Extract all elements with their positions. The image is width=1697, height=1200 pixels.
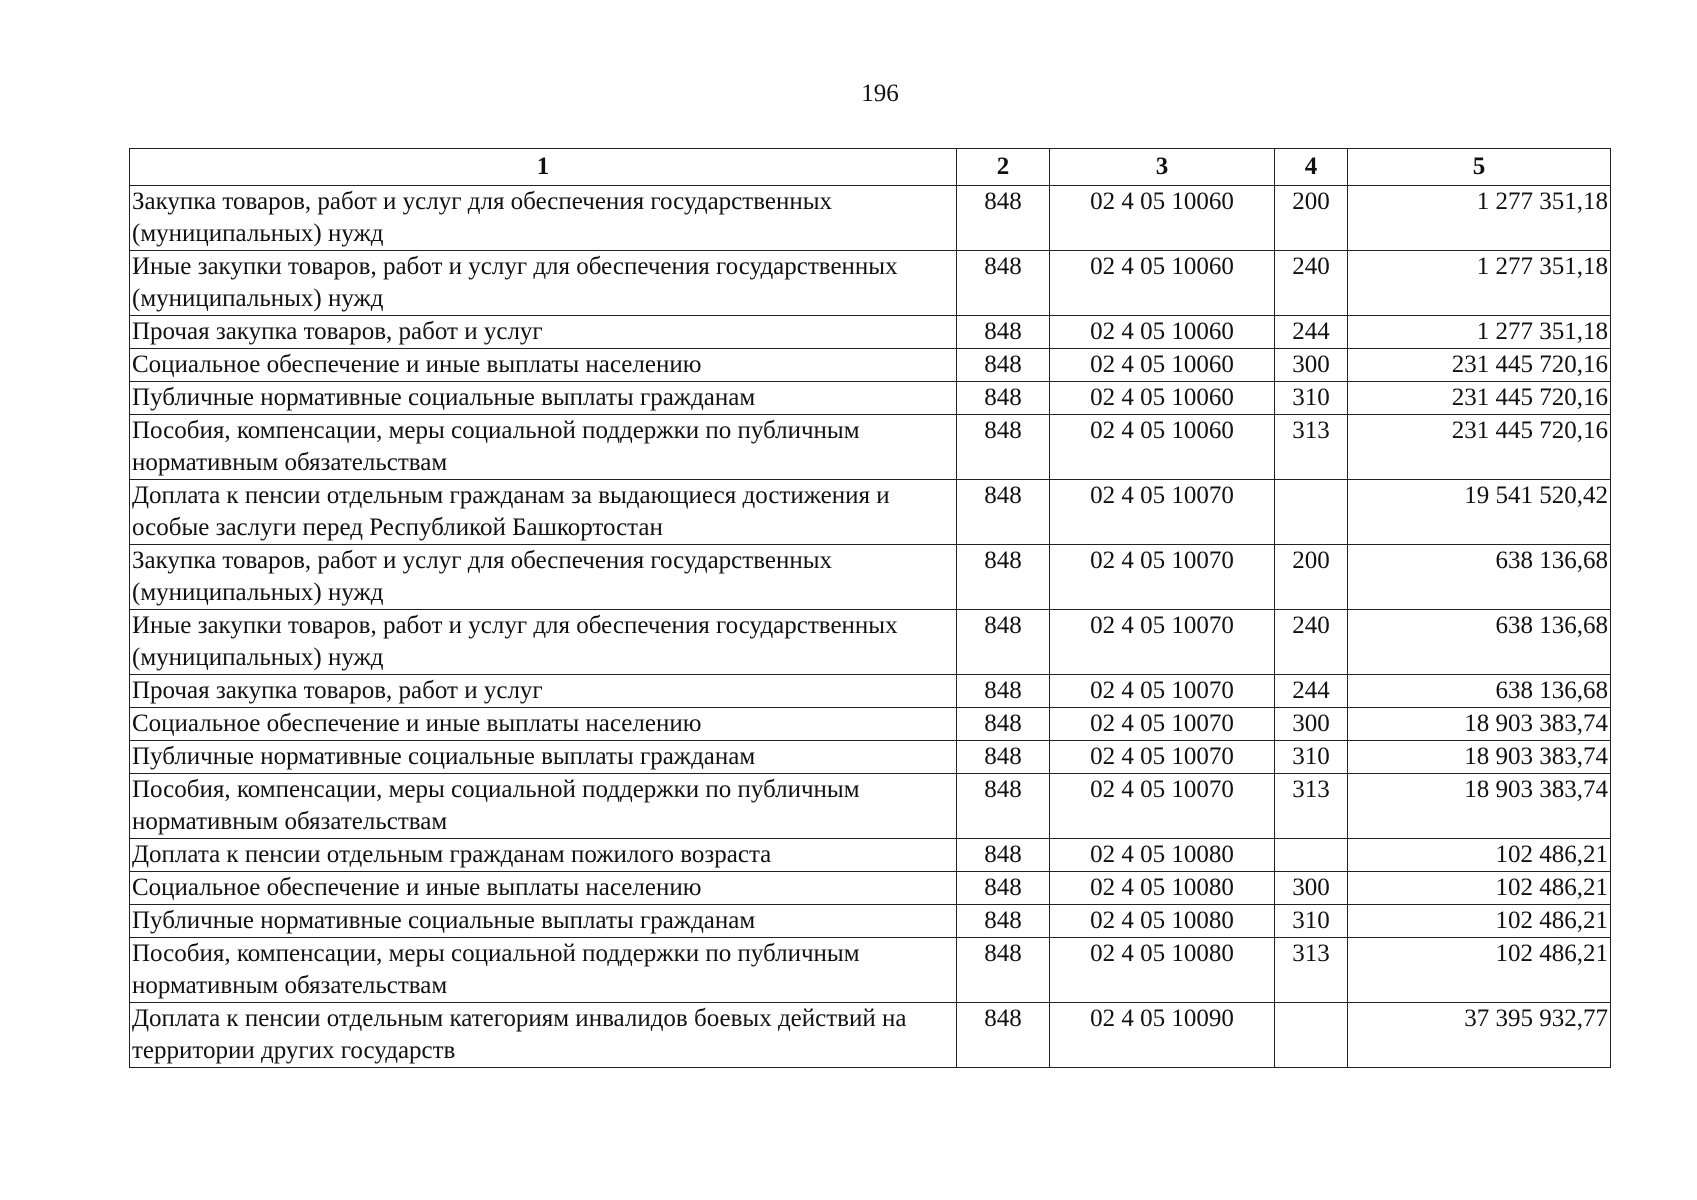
name-cell: Пособия, компенсации, меры социальной поддержки по публичным нормативным обязательствам [130, 938, 957, 1003]
vr-cell [1275, 839, 1348, 872]
ved-cell: 848 [957, 839, 1050, 872]
header-row [130, 149, 1611, 186]
vr-cell: 200 [1275, 186, 1348, 251]
sum-cell: 18 903 383,74 [1348, 741, 1611, 774]
csr-cell: 02 4 05 10060 [1050, 251, 1275, 316]
ved-cell: 848 [957, 480, 1050, 545]
csr-cell: 02 4 05 10070 [1050, 480, 1275, 545]
name-cell: Доплата к пенсии отдельным гражданам за выдающиеся достижения и особые заслуги перед Республикой Башкортостан [130, 480, 957, 545]
vr-cell: 310 [1275, 741, 1348, 774]
vr-cell: 240 [1275, 251, 1348, 316]
ved-cell: 848 [957, 938, 1050, 1003]
header-cell-csr: 3 [1050, 149, 1275, 186]
ved-cell: 848 [957, 415, 1050, 480]
csr-cell: 02 4 05 10080 [1050, 872, 1275, 905]
table-row [130, 349, 1611, 382]
table-row [130, 545, 1611, 610]
csr-cell: 02 4 05 10080 [1050, 839, 1275, 872]
sum-cell: 37 395 932,77 [1348, 1003, 1611, 1068]
csr-cell: 02 4 05 10060 [1050, 316, 1275, 349]
vr-cell [1275, 480, 1348, 545]
table-row [130, 1003, 1611, 1068]
vr-cell: 313 [1275, 938, 1348, 1003]
ved-cell: 848 [957, 1003, 1050, 1068]
sum-cell: 102 486,21 [1348, 872, 1611, 905]
vr-cell: 313 [1275, 415, 1348, 480]
table-row [130, 675, 1611, 708]
vr-cell: 310 [1275, 382, 1348, 415]
csr-cell: 02 4 05 10060 [1050, 186, 1275, 251]
header-cell-sum: 5 [1348, 149, 1611, 186]
csr-cell: 02 4 05 10060 [1050, 382, 1275, 415]
header-cell-ved: 2 [957, 149, 1050, 186]
csr-cell: 02 4 05 10070 [1050, 545, 1275, 610]
sum-cell: 102 486,21 [1348, 905, 1611, 938]
table-row [130, 839, 1611, 872]
vr-cell: 310 [1275, 905, 1348, 938]
sum-cell: 102 486,21 [1348, 938, 1611, 1003]
name-cell: Публичные нормативные социальные выплаты гражданам [130, 741, 957, 774]
vr-cell: 240 [1275, 610, 1348, 675]
csr-cell: 02 4 05 10070 [1050, 610, 1275, 675]
csr-cell: 02 4 05 10070 [1050, 675, 1275, 708]
header-cell-vr: 4 [1275, 149, 1348, 186]
table-row [130, 872, 1611, 905]
table-row [130, 741, 1611, 774]
sum-cell: 231 445 720,16 [1348, 415, 1611, 480]
name-cell: Закупка товаров, работ и услуг для обеспечения государственных (муниципальных) нужд [130, 186, 957, 251]
sum-cell: 102 486,21 [1348, 839, 1611, 872]
name-cell: Иные закупки товаров, работ и услуг для обеспечения государственных (муниципальных) нужд [130, 610, 957, 675]
table-row [130, 316, 1611, 349]
name-cell: Пособия, компенсации, меры социальной поддержки по публичным нормативным обязательствам [130, 415, 957, 480]
sum-cell: 638 136,68 [1348, 545, 1611, 610]
name-cell: Публичные нормативные социальные выплаты гражданам [130, 382, 957, 415]
table-row [130, 774, 1611, 839]
ved-cell: 848 [957, 610, 1050, 675]
name-cell: Публичные нормативные социальные выплаты гражданам [130, 905, 957, 938]
ved-cell: 848 [957, 774, 1050, 839]
vr-cell: 244 [1275, 316, 1348, 349]
csr-cell: 02 4 05 10080 [1050, 905, 1275, 938]
sum-cell: 18 903 383,74 [1348, 708, 1611, 741]
ved-cell: 848 [957, 905, 1050, 938]
table-row [130, 186, 1611, 251]
table-row [130, 382, 1611, 415]
sum-cell: 1 277 351,18 [1348, 186, 1611, 251]
ved-cell: 848 [957, 872, 1050, 905]
csr-cell: 02 4 05 10080 [1050, 938, 1275, 1003]
sum-cell: 638 136,68 [1348, 610, 1611, 675]
name-cell: Прочая закупка товаров, работ и услуг [130, 316, 957, 349]
table-body [130, 186, 1611, 1068]
csr-cell: 02 4 05 10090 [1050, 1003, 1275, 1068]
ved-cell: 848 [957, 741, 1050, 774]
vr-cell [1275, 1003, 1348, 1068]
table-row [130, 610, 1611, 675]
sum-cell: 638 136,68 [1348, 675, 1611, 708]
sum-cell: 1 277 351,18 [1348, 251, 1611, 316]
csr-cell: 02 4 05 10060 [1050, 415, 1275, 480]
name-cell: Закупка товаров, работ и услуг для обеспечения государственных (муниципальных) нужд [130, 545, 957, 610]
vr-cell: 200 [1275, 545, 1348, 610]
ved-cell: 848 [957, 186, 1050, 251]
name-cell: Доплата к пенсии отдельным категориям инвалидов боевых действий на территории других государств [130, 1003, 957, 1068]
ved-cell: 848 [957, 251, 1050, 316]
name-cell: Иные закупки товаров, работ и услуг для обеспечения государственных (муниципальных) нужд [130, 251, 957, 316]
table-row [130, 938, 1611, 1003]
name-cell: Социальное обеспечение и иные выплаты населению [130, 872, 957, 905]
name-cell: Социальное обеспечение и иные выплаты населению [130, 708, 957, 741]
csr-cell: 02 4 05 10070 [1050, 741, 1275, 774]
table-row [130, 480, 1611, 545]
table-row [130, 415, 1611, 480]
csr-cell: 02 4 05 10060 [1050, 349, 1275, 382]
sum-cell: 19 541 520,42 [1348, 480, 1611, 545]
table-header [130, 149, 1611, 186]
ved-cell: 848 [957, 675, 1050, 708]
ved-cell: 848 [957, 708, 1050, 741]
csr-cell: 02 4 05 10070 [1050, 774, 1275, 839]
vr-cell: 300 [1275, 708, 1348, 741]
sum-cell: 1 277 351,18 [1348, 316, 1611, 349]
budget-table [129, 148, 1611, 1068]
header-cell-name: 1 [130, 149, 957, 186]
table-row [130, 905, 1611, 938]
ved-cell: 848 [957, 349, 1050, 382]
table-row [130, 251, 1611, 316]
sum-cell: 231 445 720,16 [1348, 349, 1611, 382]
sum-cell: 18 903 383,74 [1348, 774, 1611, 839]
name-cell: Социальное обеспечение и иные выплаты населению [130, 349, 957, 382]
ved-cell: 848 [957, 316, 1050, 349]
ved-cell: 848 [957, 382, 1050, 415]
vr-cell: 313 [1275, 774, 1348, 839]
csr-cell: 02 4 05 10070 [1050, 708, 1275, 741]
vr-cell: 300 [1275, 872, 1348, 905]
vr-cell: 244 [1275, 675, 1348, 708]
name-cell: Доплата к пенсии отдельным гражданам пожилого возраста [130, 839, 957, 872]
name-cell: Пособия, компенсации, меры социальной поддержки по публичным нормативным обязательствам [130, 774, 957, 839]
table-row [130, 708, 1611, 741]
ved-cell: 848 [957, 545, 1050, 610]
name-cell: Прочая закупка товаров, работ и услуг [130, 675, 957, 708]
page-number: 196 [861, 80, 899, 107]
sum-cell: 231 445 720,16 [1348, 382, 1611, 415]
vr-cell: 300 [1275, 349, 1348, 382]
